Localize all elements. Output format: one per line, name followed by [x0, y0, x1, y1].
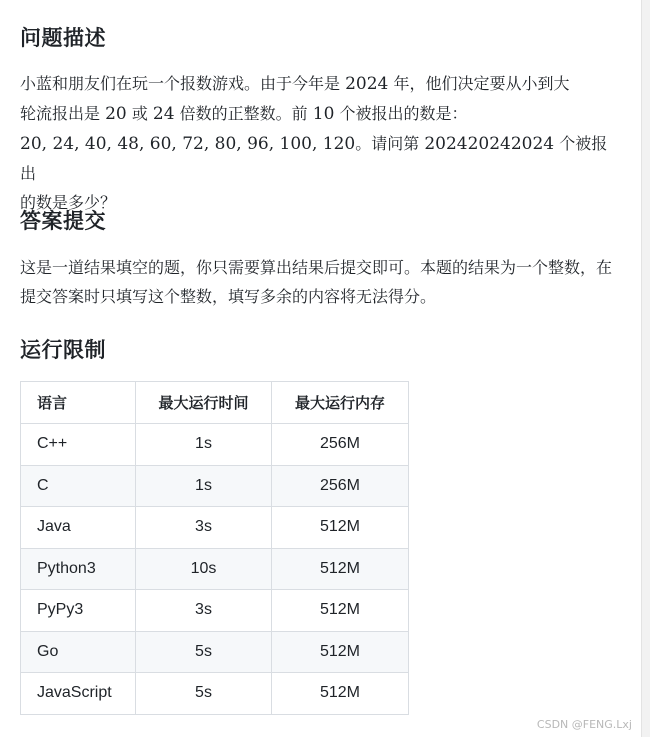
table-row: [21, 465, 409, 507]
page-scroll-edge: [641, 0, 650, 737]
table-row: [21, 424, 409, 466]
cell-memory: 256M: [272, 424, 409, 466]
desc-text: 个被报出: [20, 134, 608, 183]
desc-text: 的数是多少？: [20, 193, 117, 212]
cell-language: JavaScript: [21, 673, 136, 715]
cell-time: 1s: [136, 465, 272, 507]
table-row: [21, 673, 409, 715]
table-row: [21, 590, 409, 632]
cell-time: 10s: [136, 548, 272, 590]
desc-text: 。请问第: [355, 134, 425, 153]
limits-table: [20, 381, 409, 715]
desc-text: 小蓝和朋友们在玩一个报数游戏。由于今年是: [20, 74, 346, 93]
desc-sequence: 20, 24, 40, 48, 60, 72, 80, 96, 100, 120: [20, 134, 356, 154]
column-header-time: 最大运行时间: [136, 382, 272, 424]
cell-memory: 512M: [272, 673, 409, 715]
cell-memory: 512M: [272, 590, 409, 632]
cell-time: 5s: [136, 673, 272, 715]
cell-time: 3s: [136, 507, 272, 549]
desc-year: 2024: [345, 74, 389, 94]
cell-language: C++: [21, 424, 136, 466]
desc-text: 轮流报出是: [20, 104, 106, 123]
cell-time: 1s: [136, 424, 272, 466]
cell-memory: 512M: [272, 631, 409, 673]
answer-description: 这是一道结果填空的题，你只需要算出结果后提交即可。本题的结果为一个整数，在提交答案时只填写这个整数，填写多余的内容将无法得分。: [20, 258, 613, 306]
problem-description: [20, 69, 620, 217]
desc-text: 或: [126, 104, 153, 123]
desc-number: 10: [312, 104, 335, 124]
desc-number: 202420242024: [424, 134, 555, 154]
cell-memory: 512M: [272, 507, 409, 549]
limits-heading: 运行限制: [20, 338, 106, 362]
cell-time: 5s: [136, 631, 272, 673]
cell-memory: 256M: [272, 465, 409, 507]
answer-heading: 答案提交: [20, 209, 106, 233]
cell-language: Java: [21, 507, 136, 549]
table-row: [21, 548, 409, 590]
desc-text: 倍数的正整数。前: [174, 104, 313, 123]
cell-language: Python3: [21, 548, 136, 590]
cell-language: PyPy3: [21, 590, 136, 632]
desc-number: 20: [105, 104, 127, 124]
watermark: CSDN @FENG.Lxj: [536, 718, 632, 731]
column-header-language: 语言: [21, 382, 136, 424]
column-header-memory: 最大运行内存: [272, 382, 409, 424]
problem-heading: 问题描述: [20, 26, 106, 50]
table-header-row: [21, 382, 409, 424]
table-row: [21, 507, 409, 549]
cell-time: 3s: [136, 590, 272, 632]
desc-text: 年，他们决定要从小到大: [388, 74, 570, 93]
cell-language: Go: [21, 631, 136, 673]
desc-number: 24: [152, 104, 175, 124]
desc-text: 个被报出的数是：: [334, 104, 468, 123]
table-row: [21, 631, 409, 673]
cell-memory: 512M: [272, 548, 409, 590]
cell-language: C: [21, 465, 136, 507]
